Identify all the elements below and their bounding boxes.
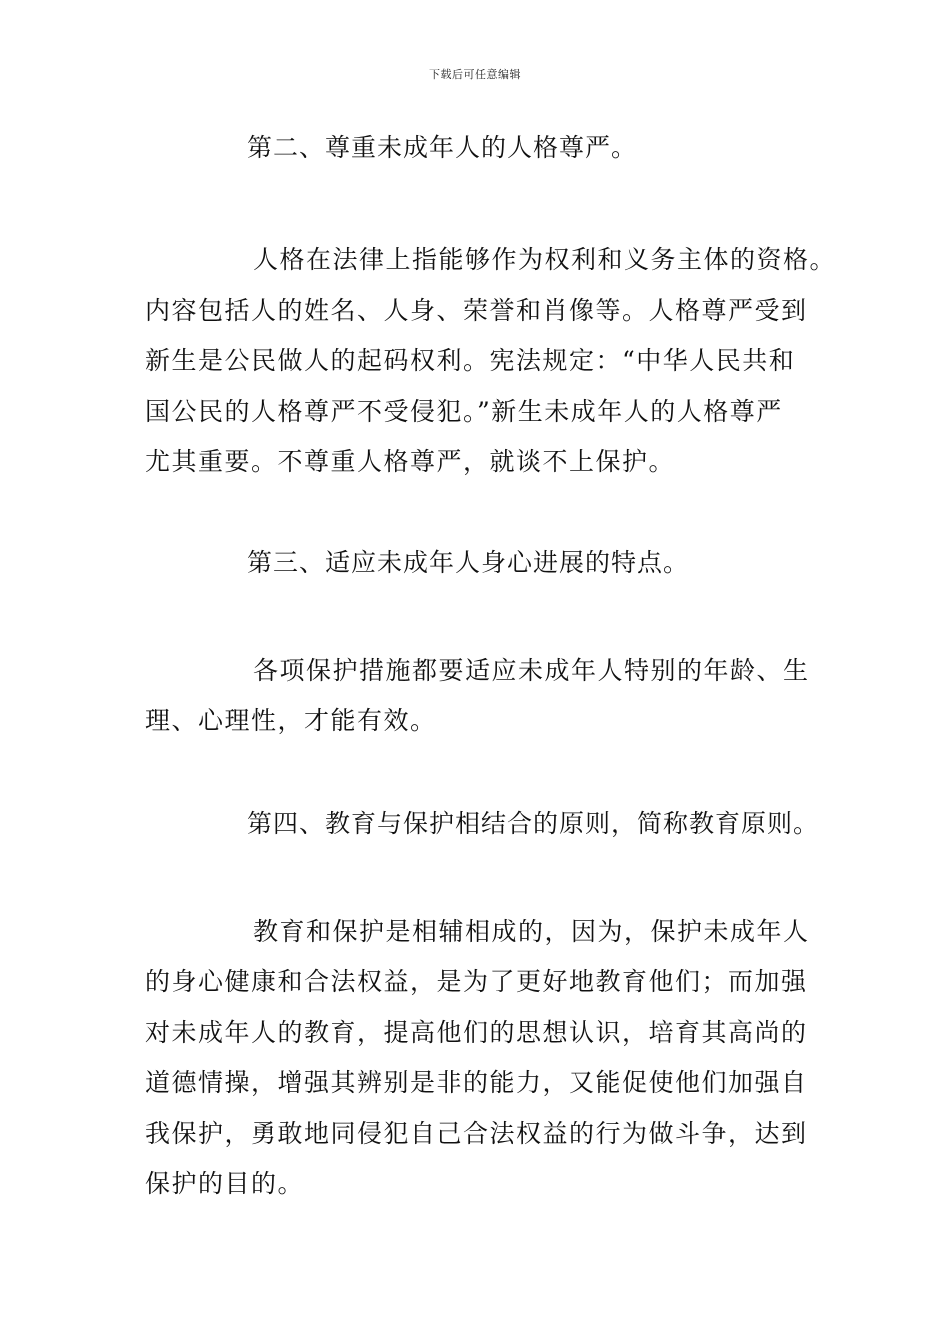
paragraph-line: 新生是公民做人的起码权利。宪法规定：“中华人民共和	[145, 346, 796, 375]
paragraph-education-protection	[145, 907, 825, 1210]
paragraph-line: 人格在法律上指能够作为权利和义务主体的资格。	[253, 245, 837, 274]
section-heading-2: 第二、尊重未成年人的人格尊严。	[247, 133, 638, 162]
paragraph-line: 理、心理性，才能有效。	[145, 706, 437, 735]
paragraph-development-features	[145, 646, 825, 747]
page-header: 下载后可任意编辑	[429, 68, 521, 81]
paragraph-line: 对未成年人的教育，提高他们的思想认识，培育其高尚的	[145, 1017, 808, 1047]
paragraph-line: 我保护，勇敢地同侵犯自己合法权益的行为做斗争，达到	[145, 1118, 808, 1148]
paragraph-line: 国公民的人格尊严不受侵犯。”新生未成年人的人格尊严	[145, 396, 783, 426]
paragraph-line: 内容包括人的姓名、人身、荣誉和肖像等。人格尊严受到	[145, 295, 808, 325]
paragraph-line: 的身心健康和合法权益，是为了更好地教育他们；而加强	[145, 967, 808, 996]
paragraph-line: 保护的目的。	[145, 1169, 305, 1198]
paragraph-personal-dignity	[145, 235, 837, 488]
paragraph-line: 各项保护措施都要适应未成年人特别的年龄、生	[253, 655, 810, 685]
section-heading-3: 第三、适应未成年人身心进展的特点。	[247, 547, 690, 577]
section-heading-4: 第四、教育与保护相结合的原则，简称教育原则。	[247, 808, 820, 838]
document-body	[145, 128, 837, 1210]
paragraph-line: 道德情操，增强其辨别是非的能力，又能促使他们加强自	[145, 1068, 808, 1097]
paragraph-line: 教育和保护是相辅相成的，因为，保护未成年人	[253, 916, 810, 946]
paragraph-line: 尤其重要。不尊重人格尊严，就谈不上保护。	[145, 447, 676, 476]
